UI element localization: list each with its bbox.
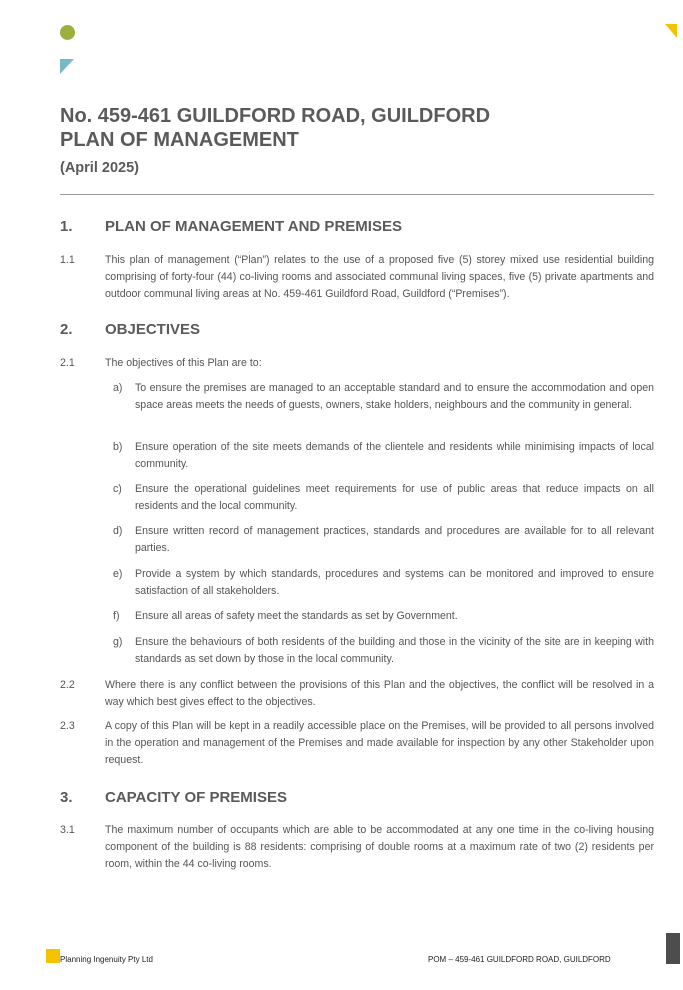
objective-label: a) bbox=[113, 382, 123, 394]
paragraph-1-1 bbox=[60, 252, 654, 302]
title-divider bbox=[60, 194, 654, 195]
objective-item-b bbox=[113, 439, 654, 473]
objective-text: Ensure all areas of safety meet the standards as set by Government. bbox=[135, 610, 458, 622]
paragraph-number: 2.3 bbox=[60, 720, 75, 732]
objective-label: e) bbox=[113, 568, 123, 580]
paragraph-number: 2.1 bbox=[60, 357, 75, 369]
objective-item-g bbox=[113, 634, 654, 668]
paragraph-3-1 bbox=[60, 822, 654, 872]
objective-item-d bbox=[113, 523, 654, 557]
teal-triangle-logo bbox=[60, 59, 74, 74]
footer-page-marker bbox=[666, 933, 680, 964]
footer-logo-square bbox=[46, 949, 60, 963]
objective-label: b) bbox=[113, 441, 123, 453]
objective-item-f bbox=[113, 608, 654, 625]
footer-company: Planning Ingenuity Pty Ltd bbox=[60, 955, 153, 964]
objective-text: Ensure written record of management practices, standards and procedures are available for to all relevant parties. bbox=[135, 525, 654, 554]
section-title: PLAN OF MANAGEMENT AND PREMISES bbox=[105, 218, 402, 235]
objective-text: To ensure the premises are managed to an acceptable standard and to ensure the accommodation and open space areas meets the needs of guests, owners, stake holders, neighbours and the community in general. bbox=[135, 382, 654, 411]
section-number: 3. bbox=[60, 789, 73, 806]
paragraph-number: 3.1 bbox=[60, 824, 75, 836]
section-title: OBJECTIVES bbox=[105, 321, 201, 338]
document-title bbox=[60, 104, 490, 152]
objective-item-a bbox=[113, 380, 654, 414]
objective-item-e bbox=[113, 566, 654, 600]
objective-label: g) bbox=[113, 636, 123, 648]
objective-label: c) bbox=[113, 483, 122, 495]
paragraph-number: 2.2 bbox=[60, 679, 75, 691]
objective-text: Provide a system by which standards, procedures and systems can be monitored and improved to ensure satisfaction of all stakeholders. bbox=[135, 568, 654, 597]
objective-label: f) bbox=[113, 610, 120, 622]
paragraph-text: A copy of this Plan will be kept in a readily accessible place on the Premises, will be provided to all persons involved in the operation and management of the Premises and made available for inspection by any other Stakeholder upon request. bbox=[105, 720, 654, 766]
objective-item-c bbox=[113, 481, 654, 515]
paragraph-number: 1.1 bbox=[60, 254, 75, 266]
objective-text: Ensure operation of the site meets demands of the clientele and residents while minimising impacts of local community. bbox=[135, 441, 654, 470]
paragraph-text: This plan of management (“Plan”) relates to the use of a proposed five (5) storey mixed use residential building comprising of forty-four (44) co-living rooms and associated communal living spaces, five (5) private apartments and outdoor communal living areas at No. 459-461 Guildford Road, Guildford (“Premises”). bbox=[105, 254, 654, 300]
objective-text: Ensure the operational guidelines meet requirements for use of public areas that reduce impacts on all residents and the local community. bbox=[135, 483, 654, 512]
title-line-1: No. 459-461 GUILDFORD ROAD, GUILDFORD bbox=[60, 105, 491, 127]
green-dot-logo bbox=[60, 25, 75, 40]
objective-label: d) bbox=[113, 525, 123, 537]
section-title: CAPACITY OF PREMISES bbox=[105, 789, 287, 806]
yellow-corner-mark bbox=[665, 24, 677, 38]
paragraph-text: The objectives of this Plan are to: bbox=[105, 357, 262, 369]
paragraph-2-1 bbox=[60, 355, 654, 372]
section-number: 2. bbox=[60, 321, 73, 338]
paragraph-text: The maximum number of occupants which are able to be accommodated at any one time in the co-living housing component of the building is 88 residents: comprising of double rooms at a maximum rate of two (2) residents per room, within the 44 co-living rooms. bbox=[105, 824, 654, 870]
section-number: 1. bbox=[60, 218, 73, 235]
title-line-2: PLAN OF MANAGEMENT bbox=[60, 129, 299, 151]
footer-doc-reference: POM – 459-461 GUILDFORD ROAD, GUILDFORD bbox=[428, 955, 611, 964]
paragraph-text: Where there is any conflict between the provisions of this Plan and the objectives, the conflict will be resolved in a way which best gives effect to the objectives. bbox=[105, 679, 654, 708]
objective-text: Ensure the behaviours of both residents of the building and those in the vicinity of the site are in keeping with standards as set down by those in the local community. bbox=[135, 636, 654, 665]
document-date: (April 2025) bbox=[60, 160, 139, 176]
paragraph-2-3 bbox=[60, 718, 654, 768]
paragraph-2-2 bbox=[60, 677, 654, 711]
